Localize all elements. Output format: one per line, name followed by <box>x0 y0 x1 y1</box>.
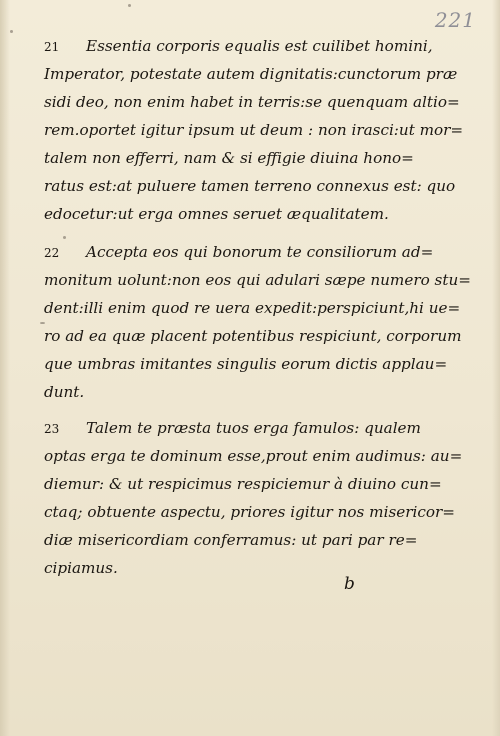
text-line: dent:illi enim quod re uera expedit:perspiciunt,hi ue= <box>44 299 461 317</box>
text-line: diemur: & ut respicimus respiciemur à diuino cun= <box>44 475 442 493</box>
paragraph-23 <box>44 414 463 582</box>
text-line: ratus est:at puluere tamen terreno connexus est: quo <box>44 177 456 195</box>
text-line: ro ad ea quæ placent potentibus respiciunt, corporum <box>44 327 462 345</box>
text-line: monitum uolunt:non eos qui adulari sæpe numero stu= <box>44 271 471 289</box>
text-line: Imperator, potestate autem dignitatis:cunctorum præ <box>44 65 458 83</box>
ink-speck <box>10 30 13 33</box>
ink-speck <box>63 236 66 239</box>
folio-number: 221 <box>434 8 476 32</box>
ink-speck <box>40 322 45 324</box>
text-line <box>44 414 424 442</box>
ink-speck <box>128 4 131 7</box>
line-text: Talem te præsta tuos erga famulos: qualem <box>86 419 421 437</box>
text-line: que umbras imitantes singulis eorum dictis applau= <box>44 355 448 373</box>
text-line <box>44 238 434 266</box>
signature-mark: b <box>344 574 355 594</box>
paragraph-21 <box>44 32 464 228</box>
text-line <box>44 32 433 60</box>
text-line: diæ misericordiam conferramus: ut pari par re= <box>44 531 418 549</box>
text-line: cipiamus. <box>44 559 118 577</box>
paragraph-number: 22 <box>44 246 60 260</box>
text-line: optas erga te dominum esse,prout enim audimus: au= <box>44 447 463 465</box>
line-text: Essentia corporis equalis est cuilibet homini, <box>86 37 433 55</box>
text-line: talem non efferri, nam & si effigie diuina hono= <box>44 149 414 167</box>
paragraph-number: 23 <box>44 422 60 436</box>
text-line: dunt. <box>44 383 85 401</box>
line-text: Accepta eos qui bonorum te consiliorum ad= <box>86 243 434 261</box>
text-line: ctaq; obtuente aspectu, priores igitur nos misericor= <box>44 503 455 521</box>
text-line: sidi deo, non enim habet in terris:se quenquam altio= <box>44 93 460 111</box>
text-line: edocetur:ut erga omnes seruet æqualitatem. <box>44 205 389 223</box>
paragraph-22 <box>44 238 471 406</box>
paragraph-number: 21 <box>44 40 60 54</box>
text-line: rem.oportet igitur ipsum ut deum : non irasci:ut mor= <box>44 121 464 139</box>
